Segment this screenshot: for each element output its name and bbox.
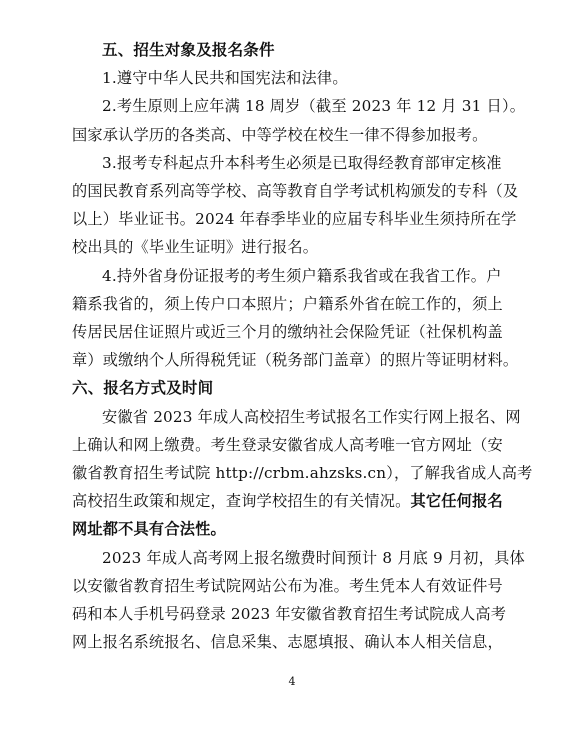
condition-item-2 (72, 92, 526, 148)
legality-warning-continued: 网址都不具有合法性。 (72, 520, 226, 539)
paragraph-line: 4.持外省身份证报考的考生须户籍系我省或在我省工作。户 (102, 266, 502, 285)
legality-warning: 其它任何报名 (410, 492, 503, 511)
paragraph-line: 传居民居住证照片或近三个月的缴纳社会保险凭证（社保机构盖 (72, 323, 503, 342)
paragraph-line: 码和本人手机号码登录 2023 年安徽省教育招生考试院成人高考 (72, 605, 507, 624)
document-page (72, 36, 533, 656)
registration-paragraph-1 (72, 403, 533, 544)
page-number: 4 (288, 675, 296, 688)
section-heading-registration-method: 六、报名方式及时间 (72, 379, 214, 398)
paragraph-line: 2023 年成人高考网上报名缴费时间预计 8 月底 9 月初，具体 (102, 548, 525, 567)
paragraph-line: 籍系我省的，须上传户口本照片；户籍系外省在皖工作的，须上 (72, 294, 503, 313)
paragraph-line: 国家承认学历的各类高、中等学校在校生一律不得参加报考。 (72, 125, 488, 144)
paragraph-line: 上确认和网上缴费。考生登录安徽省成人高考唯一官方网址（安 (72, 435, 503, 454)
paragraph-line: 1.遵守中华人民共和国宪法和法律。 (102, 69, 348, 88)
paragraph-line (72, 487, 522, 515)
condition-item-4 (72, 262, 522, 375)
registration-paragraph-2 (72, 544, 525, 657)
condition-item-3 (72, 149, 522, 262)
paragraph-line: 以上）毕业证书。2024 年春季毕业的应届专科毕业生须持所在学 (72, 210, 517, 229)
condition-item-1 (72, 64, 522, 92)
paragraph-line: 校出具的《毕业生证明》进行报名。 (72, 238, 319, 257)
paragraph-line: 的国民教育系列高等学校、高等教育自学考试机构颁发的专科（及 (72, 182, 519, 201)
paragraph-line: 安徽省 2023 年成人高校招生考试报名工作实行网上报名、网 (102, 407, 521, 426)
paragraph-text: 高校招生政策和规定，查询学校招生的有关情况。 (72, 492, 411, 511)
paragraph-line: 2.考生原则上应年满 18 周岁（截至 2023 年 12 月 31 日）。 (102, 97, 526, 116)
paragraph-line: 网上报名系统报名、信息采集、志愿填报、确认本人相关信息， (72, 633, 503, 652)
section-heading-enrollment-conditions: 五、招生对象及报名条件 (102, 41, 275, 59)
paragraph-line: 章）或缴纳个人所得税凭证（税务部门盖章）的照片等证明材料。 (72, 351, 519, 370)
paragraph-line: 3.报考专科起点升本科考生必须是已取得经教育部审定核准 (102, 153, 502, 172)
paragraph-line: 以安徽省教育招生考试院网站公布为准。考生凭本人有效证件号 (72, 576, 503, 595)
paragraph-line: 徽省教育招生考试院 http://crbm.ahzsks.cn），了解我省成人高考 (72, 464, 533, 483)
